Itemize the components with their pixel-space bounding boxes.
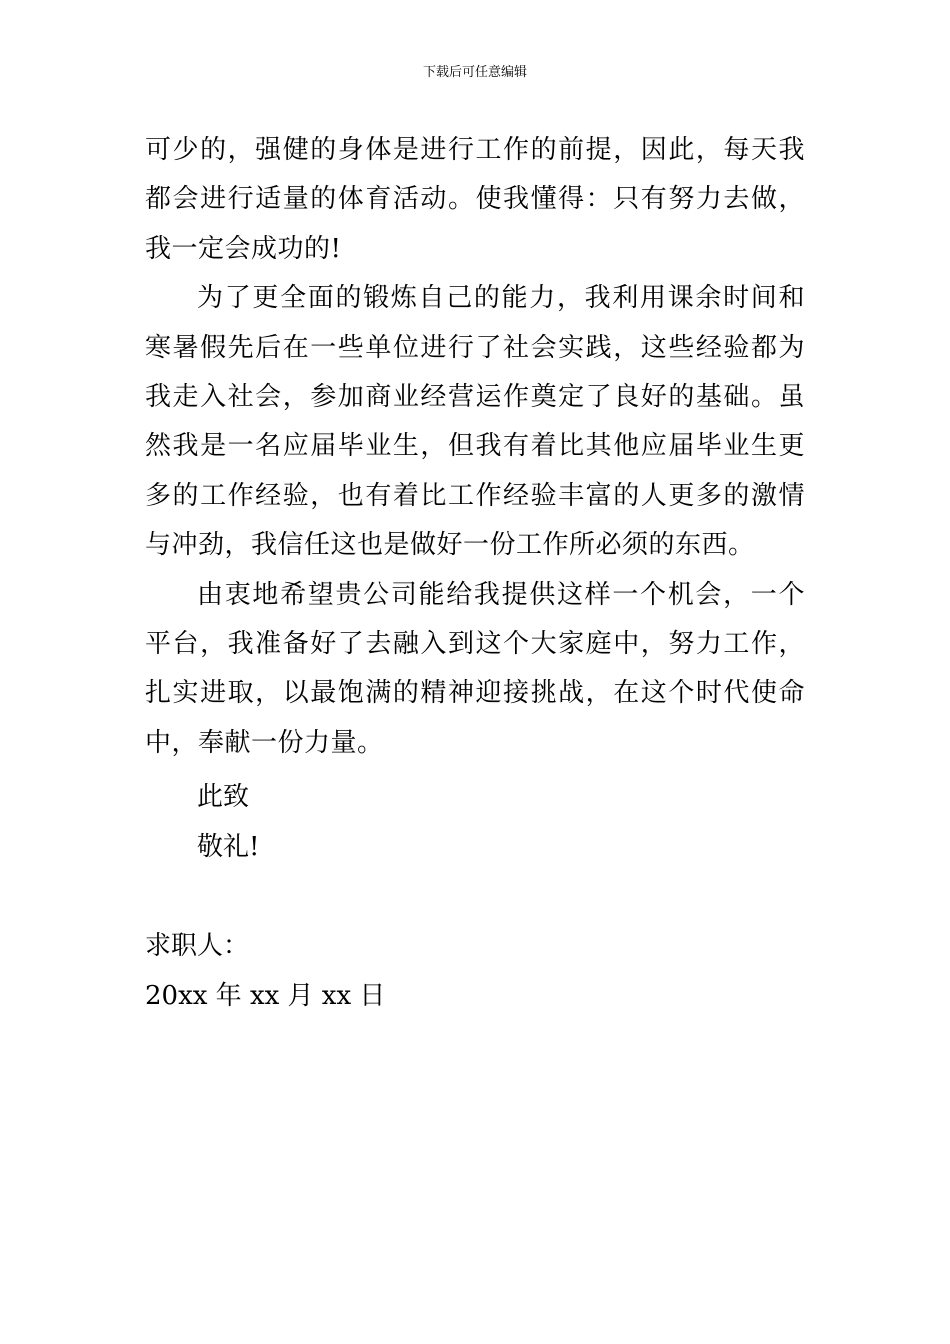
closing-salutation: 此致	[197, 782, 250, 812]
page-header-note: 下载后可任意编辑	[422, 65, 527, 80]
applicant-label: 求职人：	[145, 931, 250, 961]
paragraph-1: 可少的，强健的身体是进行工作的前提，因此，每天我都会进行适量的体育活动。使我懂得：只有努力去做，我一定会成功的!	[145, 135, 805, 264]
paragraph-3: 由衷地希望贵公司能给我提供这样一个机会，一个平台，我准备好了去融入到这个大家庭中，努力工作，扎实进取，以最饱满的精神迎接挑战，在这个时代使命中，奉献一份力量。	[145, 579, 805, 758]
letter-body	[145, 126, 805, 768]
letter-date: 20xx 年 xx 月 xx 日	[145, 981, 386, 1011]
closing-regards: 敬礼!	[197, 832, 260, 862]
paragraph-2: 为了更全面的锻炼自己的能力，我利用课余时间和寒暑假先后在一些单位进行了社会实践，这些经验都为我走入社会，参加商业经营运作奠定了良好的基础。虽然我是一名应届毕业生，但我有着比其他应届毕业生更多的工作经验，也有着比工作经验丰富的人更多的激情与冲劲，我信任这也是做好一份工作所必须的东西。	[145, 283, 805, 561]
